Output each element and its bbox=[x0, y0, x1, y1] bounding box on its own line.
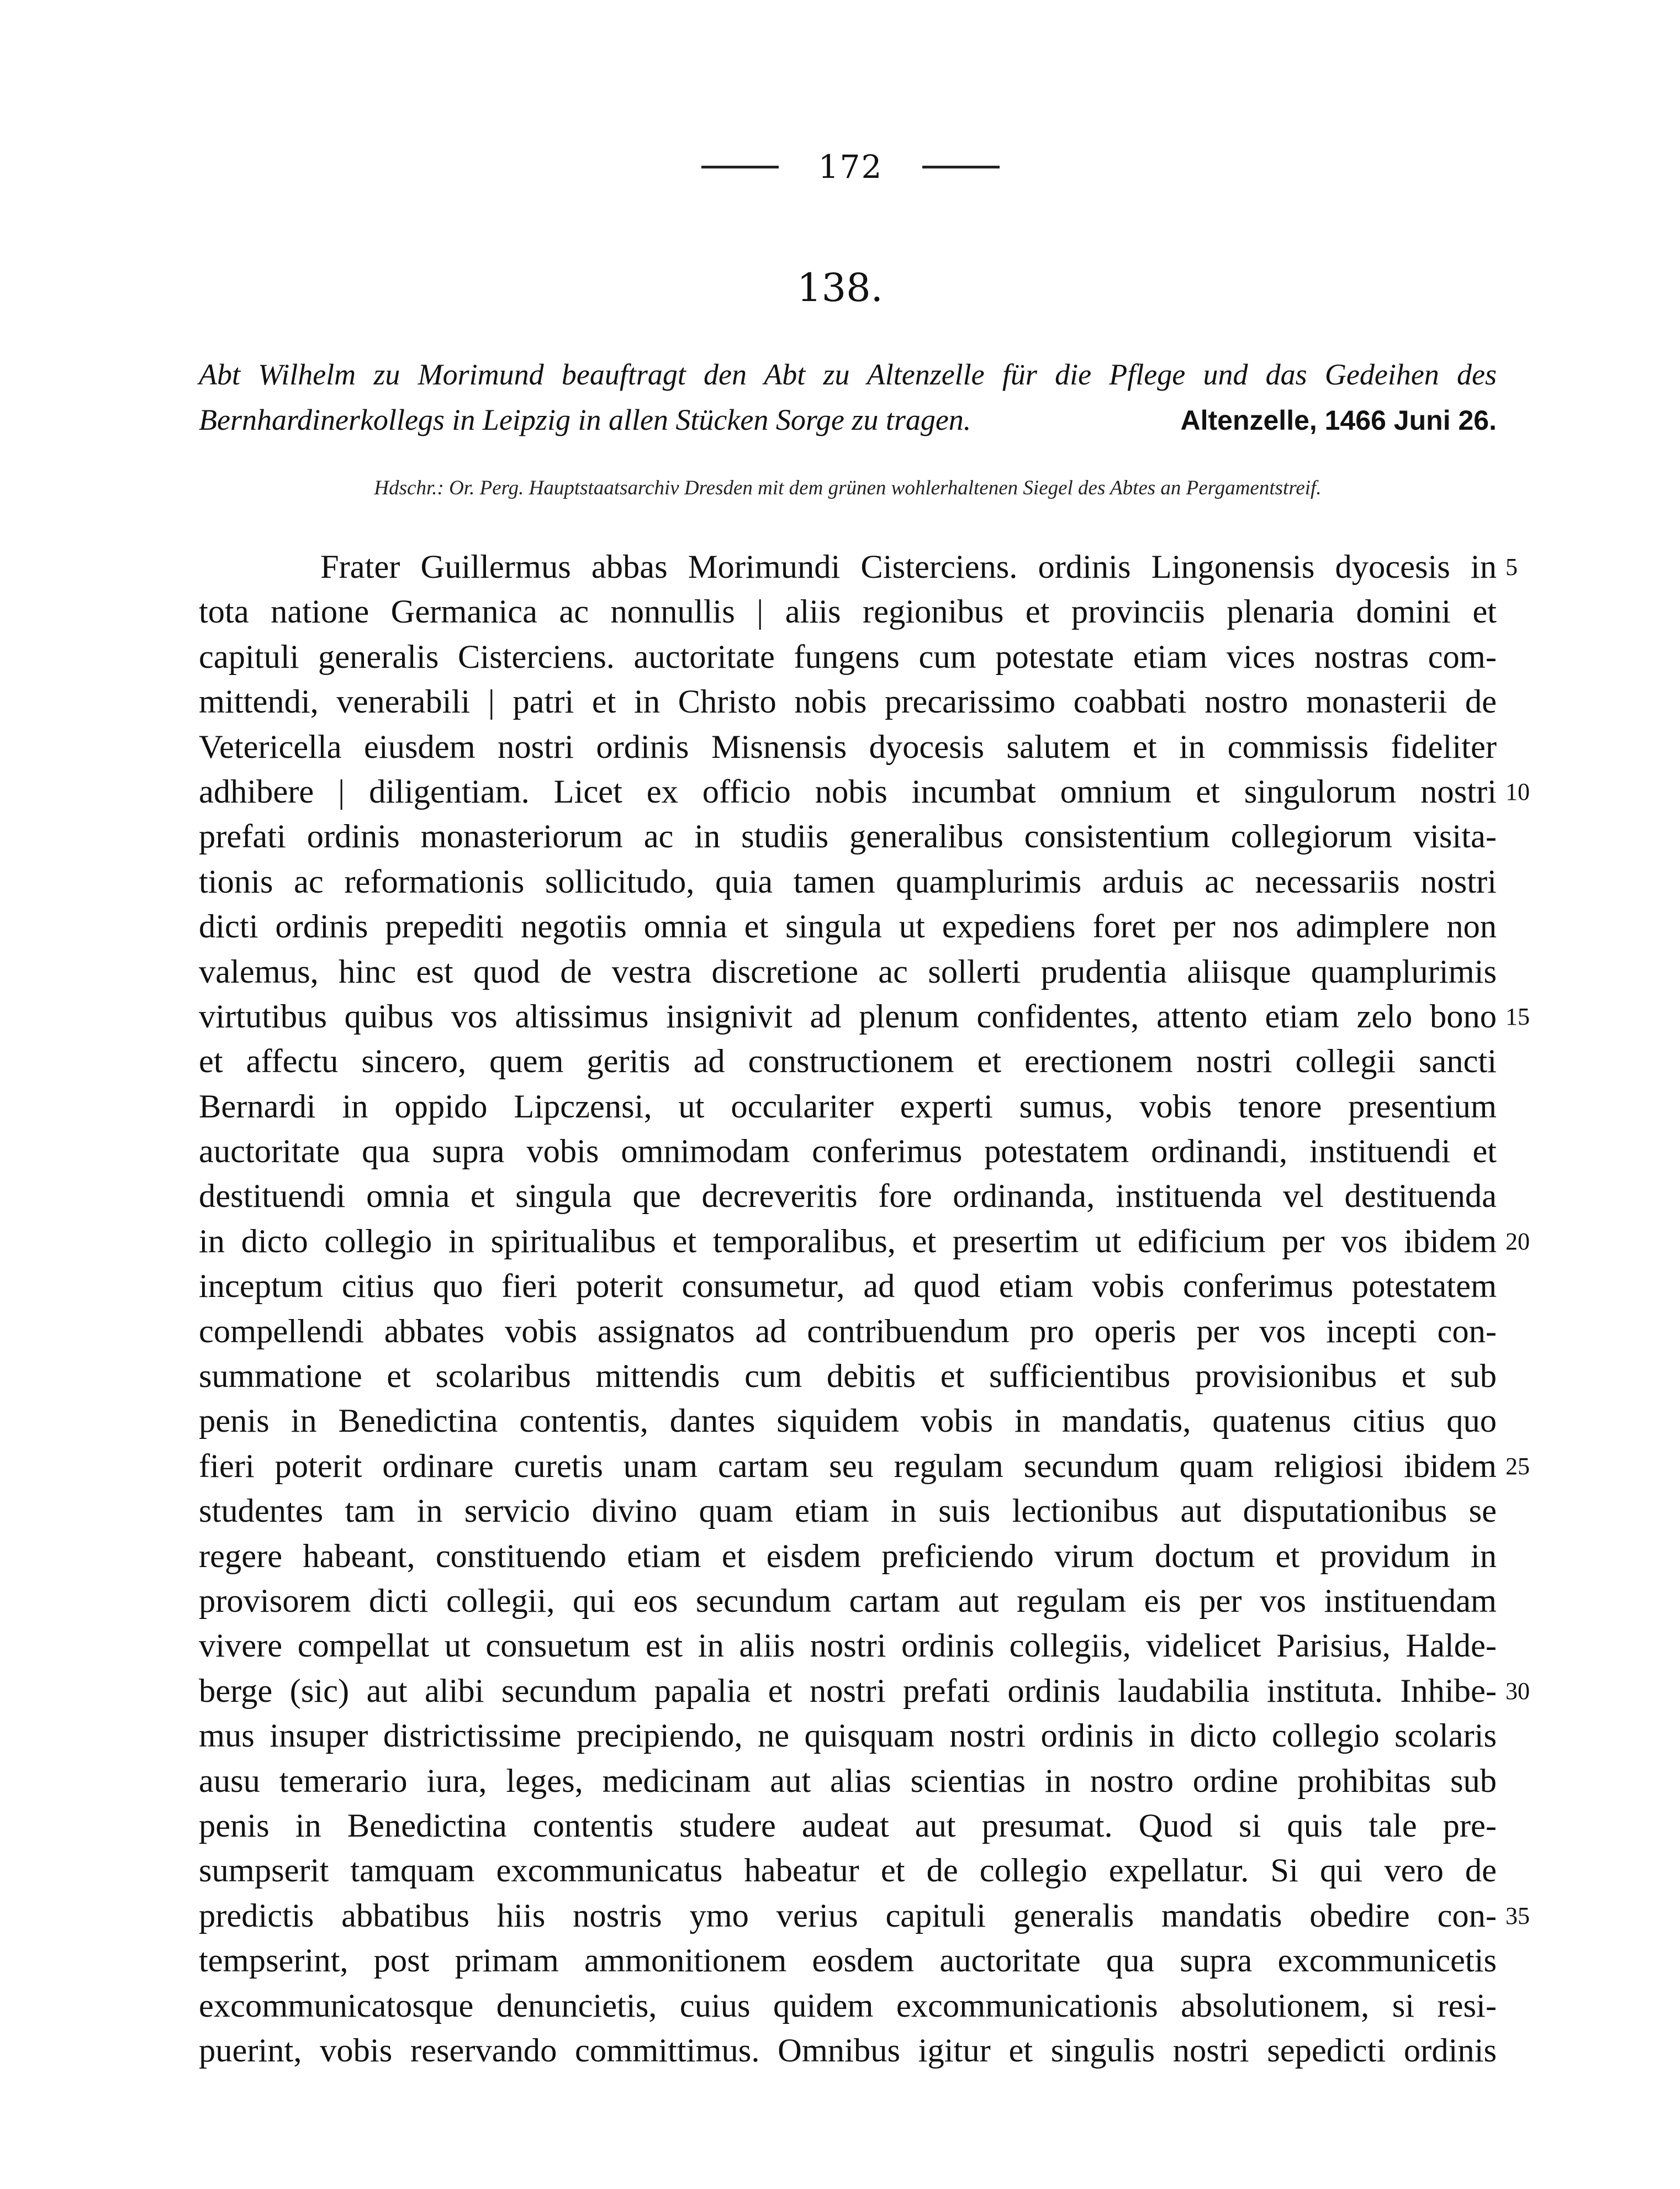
body-line: fieri poterit ordinare curetis unam cartam seu regulam secundum quam religiosi ibidem bbox=[199, 1447, 1497, 1485]
line-number: 10 bbox=[1505, 778, 1530, 805]
body-line: ausu temerario iura, leges, medicinam aut alias scientias in nostro ordine prohibitas sub bbox=[199, 1762, 1497, 1800]
line-number: 30 bbox=[1505, 1678, 1530, 1705]
body-line: valemus, hinc est quod de vestra discretione ac sollerti prudentia aliisque quamplurimis bbox=[199, 953, 1497, 990]
document-number: 138. bbox=[797, 265, 883, 310]
document-body bbox=[199, 545, 1497, 2073]
place-date: Altenzelle, 1466 Juni 26. bbox=[1180, 405, 1497, 436]
source-note: Hdschr.: Or. Perg. Hauptstaatsarchiv Dresden mit dem grünen wohlerhaltenen Siegel des Abtes an Pergamentstreif. bbox=[374, 477, 1322, 499]
body-line: tota natione Germanica ac nonnullis | aliis regionibus et provinciis plenaria domini et bbox=[199, 593, 1497, 631]
line-number: 35 bbox=[1505, 1902, 1530, 1929]
body-line: auctoritate qua supra vobis omnimodam conferimus potestatem ordinandi, instituendi et bbox=[199, 1133, 1497, 1170]
document-summary bbox=[199, 352, 1497, 443]
body-line: prefati ordinis monasteriorum ac in studiis generalibus consistentium collegiorum visita- bbox=[199, 818, 1497, 856]
body-line: inceptum citius quo fieri poterit consumetur, ad quod etiam vobis conferimus potestatem bbox=[199, 1268, 1497, 1305]
body-line: Bernardi in oppido Lipczensi, ut occulariter experti sumus, vobis tenore presentium bbox=[199, 1088, 1497, 1125]
body-line: mus insuper districtissime precipiendo, ne quisquam nostri ordinis in dicto collegio scolaris bbox=[199, 1717, 1497, 1755]
line-number: 25 bbox=[1505, 1453, 1530, 1480]
body-line: regere habeant, constituendo etiam et eisdem preficiendo virum doctum et providum in bbox=[199, 1537, 1497, 1575]
body-line: sumpserit tamquam excommunicatus habeatur et de collegio expellatur. Si qui vero de bbox=[199, 1852, 1497, 1890]
body-line: penis in Benedictina contentis, dantes siquidem vobis in mandatis, quatenus citius quo bbox=[199, 1402, 1497, 1440]
body-line: predictis abbatibus hiis nostris ymo verius capituli generalis mandatis obedire con- bbox=[199, 1897, 1497, 1934]
body-line: mittendi, venerabili | patri et in Christo nobis precarissimo coabbati nostro monasterii de bbox=[199, 683, 1497, 721]
summary-text-2: Bernhardinerkollegs in Leipzig in allen Stücken Sorge zu tragen. bbox=[199, 403, 971, 436]
body-line: provisorem dicti collegii, qui eos secundum cartam aut regulam eis per vos instituendam bbox=[199, 1582, 1497, 1620]
body-line: dicti ordinis prepediti negotiis omnia et singula ut expediens foret per nos adimplere non bbox=[199, 908, 1497, 946]
body-line: excommunicatosque denuncietis, cuius quidem excommunicationis absolutionem, si resi- bbox=[199, 1987, 1497, 2024]
body-line: summatione et scolaribus mittendis cum debitis et sufficientibus provisionibus et sub bbox=[199, 1358, 1497, 1395]
body-line: penis in Benedictina contentis studere audeat aut presumat. Quod si quis tale pre- bbox=[199, 1807, 1497, 1844]
body-line: destituendi omnia et singula que decreveritis fore ordinanda, instituenda vel destituenda bbox=[199, 1178, 1497, 1215]
body-line: compellendi abbates vobis assignatos ad contribuendum pro operis per vos incepti con- bbox=[199, 1312, 1497, 1350]
page-header bbox=[701, 145, 1000, 189]
body-line: Frater Guillermus abbas Morimundi Cisterciens. ordinis Lingonensis dyocesis in bbox=[320, 548, 1497, 586]
summary-text-1: Abt Wilhelm zu Morimund beauftragt den Abt zu Altenzelle für die Pflege und das Gedeihen des bbox=[199, 358, 1497, 391]
body-line: vivere compellat ut consuetum est in aliis nostri ordinis collegiis, videlicet Parisius, Halde- bbox=[199, 1627, 1497, 1665]
body-line: puerint, vobis reservando committimus. Omnibus igitur et singulis nostri sepedicti ordinis bbox=[199, 2032, 1497, 2069]
summary-line-1 bbox=[199, 352, 1497, 397]
body-line: tionis ac reformationis sollicitudo, quia tamen quamplurimis arduis ac necessariis nostri bbox=[199, 863, 1497, 900]
body-line: adhibere | diligentiam. Licet ex officio nobis incumbat omnium et singulorum nostri bbox=[199, 773, 1497, 810]
header-right-dash bbox=[922, 166, 1000, 168]
body-line: tempserint, post primam ammonitionem eosdem auctoritate qua supra excommunicetis bbox=[199, 1942, 1497, 1980]
body-line: Vetericella eiusdem nostri ordinis Misnensis dyocesis salutem et in commissis fideliter bbox=[199, 728, 1497, 766]
page-number: 172 bbox=[818, 148, 883, 186]
line-number: 20 bbox=[1505, 1228, 1530, 1255]
summary-line-2 bbox=[199, 397, 1497, 443]
line-number: 15 bbox=[1505, 1003, 1530, 1030]
body-line: et affectu sincero, quem geritis ad constructionem et erectionem nostri collegii sancti bbox=[199, 1043, 1497, 1080]
body-line: virtutibus quibus vos altissimus insignivit ad plenum confidentes, attento etiam zelo bono bbox=[199, 998, 1497, 1035]
body-line: studentes tam in servicio divino quam etiam in suis lectionibus aut disputationibus se bbox=[199, 1492, 1497, 1530]
body-line: capituli generalis Cisterciens. auctoritate fungens cum potestate etiam vices nostras com- bbox=[199, 638, 1497, 676]
body-line: berge (sic) aut alibi secundum papalia et nostri prefati ordinis laudabilia instituta. Inhibe- bbox=[199, 1672, 1497, 1710]
line-number: 5 bbox=[1505, 553, 1518, 581]
body-line: in dicto collegio in spiritualibus et temporalibus, et presertim ut edificium per vos ibidem bbox=[199, 1222, 1497, 1260]
header-left-dash bbox=[701, 166, 779, 168]
